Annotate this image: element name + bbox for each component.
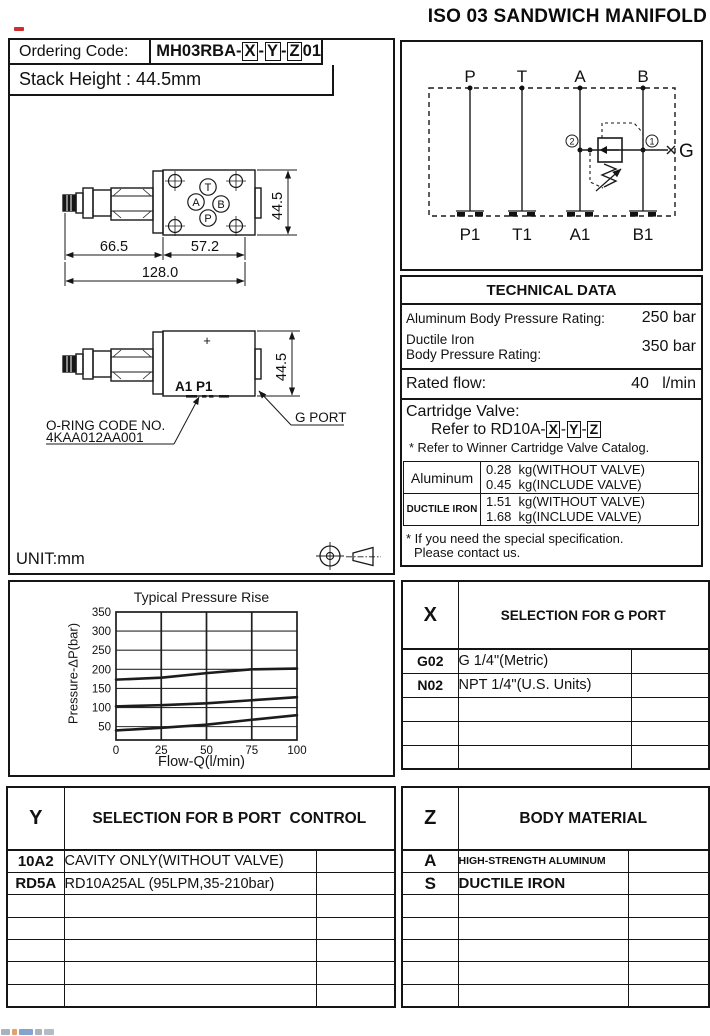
oring-label-line2: 4KAA012AA001 xyxy=(46,430,144,445)
table-row xyxy=(402,940,709,962)
cell-desc xyxy=(458,962,628,984)
cell-desc: RD10A25AL (95LPM,35-210bar) xyxy=(64,872,316,894)
code-sep: - xyxy=(258,42,265,60)
red-logo-mark xyxy=(14,27,24,31)
junction-dots xyxy=(468,86,646,153)
svg-text:A: A xyxy=(192,197,200,209)
chart-y-axis-label: Pressure-ΔP(bar) xyxy=(65,622,81,725)
weight-material: Aluminum xyxy=(404,462,481,494)
port-p: P xyxy=(464,67,476,86)
table-row xyxy=(7,917,395,939)
y-key: Y xyxy=(7,787,64,850)
svg-text:1: 1 xyxy=(649,136,655,147)
x-title: SELECTION FOR G PORT xyxy=(458,581,709,649)
cell-desc: DUCTILE IRON xyxy=(458,872,628,894)
port-t1: T1 xyxy=(512,225,532,244)
table-row xyxy=(7,984,395,1006)
port-b1: B1 xyxy=(632,225,654,244)
cell-code: RD5A xyxy=(7,872,64,894)
g-label: G xyxy=(679,141,694,162)
svg-text:2: 2 xyxy=(569,136,575,147)
z-key: Z xyxy=(402,787,458,850)
table-header-row xyxy=(402,787,709,850)
cell-desc xyxy=(458,984,628,1006)
cell-extra xyxy=(316,850,395,872)
table-row xyxy=(402,721,709,745)
cell-desc xyxy=(64,962,316,984)
port-a: A xyxy=(574,67,586,86)
body-material-table xyxy=(401,786,710,1008)
cell-extra xyxy=(631,649,709,673)
g-port-tap xyxy=(667,146,675,154)
table-row xyxy=(402,649,709,673)
cell-desc xyxy=(64,984,316,1006)
port-p1: P1 xyxy=(459,225,481,244)
table-row xyxy=(7,872,395,894)
table-row xyxy=(402,673,709,697)
x-tick-label: 50 xyxy=(200,745,213,757)
x-tick-label: 0 xyxy=(112,745,120,757)
cell-extra xyxy=(631,673,709,697)
code-sep: - xyxy=(281,42,287,60)
cartridge-z-box: Z xyxy=(587,421,601,438)
svg-text:T: T xyxy=(204,182,212,194)
svg-text:P: P xyxy=(204,213,212,225)
ordering-code-row xyxy=(10,40,323,65)
cell-extra xyxy=(628,940,709,962)
table-row xyxy=(402,697,709,721)
cell-extra xyxy=(316,917,395,939)
cell-code xyxy=(402,940,458,962)
cell-code xyxy=(402,917,458,939)
cell-extra xyxy=(316,895,395,917)
cell-desc: NPT 1/4"(U.S. Units) xyxy=(458,673,631,697)
y-tick-label: 100 xyxy=(91,702,111,715)
y-tick-label: 300 xyxy=(91,626,111,639)
chart-x-axis-label: Flow-Q(l/min) xyxy=(158,754,245,770)
cell-code xyxy=(7,962,64,984)
ductile-rating-label: Ductile Iron Body Pressure Rating: xyxy=(406,332,542,362)
ordering-code-label: Ordering Code: xyxy=(10,40,151,63)
port-t: T xyxy=(516,67,528,86)
table-header-row xyxy=(402,581,709,649)
table-row xyxy=(404,494,699,526)
cell-code xyxy=(402,962,458,984)
weight-values: 1.51 kg(WITHOUT VALVE) 1.68 kg(INCLUDE VALVE) xyxy=(481,494,699,526)
cartridge-x-box: X xyxy=(546,421,560,438)
plus-mark: + xyxy=(203,333,211,348)
dimension-drawing-panel xyxy=(8,38,395,575)
cell-code xyxy=(402,745,458,769)
table-row xyxy=(7,940,395,962)
port-a1: A1 xyxy=(569,225,591,244)
technical-data-panel xyxy=(400,275,703,567)
unit-note: UNIT:mm xyxy=(16,550,85,568)
cell-desc xyxy=(458,917,628,939)
cell-code xyxy=(7,984,64,1006)
table-row xyxy=(402,917,709,939)
cartridge-valve-note: * Refer to Winner Cartridge Valve Catalog. xyxy=(409,440,650,455)
table-row xyxy=(402,745,709,769)
ductile-rating-row xyxy=(406,329,696,365)
x-tick-label: 100 xyxy=(287,745,307,757)
pressure-rise-chart-panel xyxy=(8,580,395,777)
pressure-rise-chart xyxy=(10,582,393,775)
cell-code: A xyxy=(402,850,458,872)
cell-desc: CAVITY ONLY(WITHOUT VALVE) xyxy=(64,850,316,872)
cell-desc xyxy=(64,917,316,939)
svg-text:B: B xyxy=(217,199,225,211)
cell-code xyxy=(7,917,64,939)
divider xyxy=(402,398,701,400)
cell-desc xyxy=(458,745,631,769)
cell-desc xyxy=(458,721,631,745)
cell-desc xyxy=(64,895,316,917)
relief-valve-symbol xyxy=(580,123,668,191)
rated-flow-row xyxy=(406,373,696,395)
aluminum-rating-value: 250 bar xyxy=(641,309,696,326)
x-tick-label: 25 xyxy=(154,745,168,757)
weight-table xyxy=(403,461,699,526)
code-x-box: X xyxy=(242,42,258,61)
cell-desc: G 1/4"(Metric) xyxy=(458,649,631,673)
cell-desc xyxy=(458,940,628,962)
table-row xyxy=(402,962,709,984)
code-suffix: 01 xyxy=(302,42,321,60)
page-title: ISO 03 SANDWICH MANIFOLD xyxy=(427,6,707,27)
g-port-selection-table xyxy=(401,580,710,770)
cell-extra xyxy=(316,872,395,894)
valve-technical-drawings xyxy=(10,40,393,573)
weight-material: DUCTILE IRON xyxy=(404,494,481,526)
footnote-line2: Please contact us. xyxy=(414,545,521,560)
x-key: X xyxy=(402,581,458,649)
code-y-box: Y xyxy=(265,42,281,61)
weight-values: 0.28 kg(WITHOUT VALVE) 0.45 kg(INCLUDE VALVE) xyxy=(481,462,699,494)
cell-code: S xyxy=(402,872,458,894)
table-row xyxy=(7,850,395,872)
dim-height-1: 44.5 xyxy=(270,191,286,221)
rated-flow-value: 40 l/min xyxy=(631,375,696,392)
table-row xyxy=(402,895,709,917)
cell-extra xyxy=(628,984,709,1006)
cell-code: G02 xyxy=(402,649,458,673)
y-title: SELECTION FOR B PORT CONTROL xyxy=(64,787,395,850)
g-port-label: G PORT xyxy=(295,410,347,425)
footnote-line1: * If you need the special specification. xyxy=(406,531,624,546)
table-row xyxy=(404,462,699,494)
aluminum-rating-label: Aluminum Body Pressure Rating: xyxy=(406,310,605,326)
code-z-box: Z xyxy=(287,42,302,61)
x-tick-label: 75 xyxy=(245,745,259,757)
table-row xyxy=(402,984,709,1006)
cell-desc xyxy=(458,895,628,917)
dim-total: 128.0 xyxy=(141,265,179,281)
aluminum-rating-row xyxy=(406,308,696,328)
cell-desc xyxy=(458,697,631,721)
cell-extra xyxy=(631,721,709,745)
divider xyxy=(402,303,701,305)
cartridge-valve-refer: Refer to RD10A- X - Y - Z xyxy=(431,421,601,439)
y-tick-label: 50 xyxy=(98,721,111,734)
cell-extra xyxy=(316,940,395,962)
table-row xyxy=(7,962,395,984)
b-port-control-selection-table xyxy=(6,786,396,1008)
label-a1: A1 xyxy=(175,379,193,394)
ductile-rating-value: 350 bar xyxy=(641,338,696,355)
cell-code: 10A2 xyxy=(7,850,64,872)
cell-extra xyxy=(631,697,709,721)
table-row xyxy=(402,850,709,872)
valve-side-view xyxy=(63,331,261,396)
cell-code: N02 xyxy=(402,673,458,697)
cell-code xyxy=(402,697,458,721)
cell-code xyxy=(7,895,64,917)
y-tick-label: 200 xyxy=(91,664,111,677)
dim-left: 66.5 xyxy=(99,239,129,255)
cut-off-watermark xyxy=(1,1029,54,1035)
dim-height-2: 44.5 xyxy=(274,352,290,382)
dim-right: 57.2 xyxy=(190,239,220,255)
cell-code xyxy=(7,940,64,962)
label-p1: P1 xyxy=(196,379,213,394)
technical-data-header: TECHNICAL DATA xyxy=(486,282,617,299)
cartridge-valve-title: Cartridge Valve: xyxy=(406,403,520,420)
rated-flow-label: Rated flow: xyxy=(406,375,487,392)
oring-label-line1: O-RING CODE NO. xyxy=(46,418,166,433)
y-tick-label: 150 xyxy=(91,683,111,696)
cell-extra xyxy=(628,917,709,939)
cartridge-y-box: Y xyxy=(567,421,581,438)
cell-extra xyxy=(316,984,395,1006)
cell-extra xyxy=(628,850,709,872)
divider xyxy=(402,368,701,370)
cell-desc: HIGH-STRENGTH ALUMINUM xyxy=(458,850,628,872)
valve-top-view xyxy=(63,170,261,235)
stack-height-row: Stack Height : 44.5mm xyxy=(10,65,334,96)
z-title: BODY MATERIAL xyxy=(458,787,709,850)
code-prefix: MH03RBA- xyxy=(156,42,242,60)
cell-extra xyxy=(628,895,709,917)
cell-extra xyxy=(628,962,709,984)
table-row xyxy=(402,872,709,894)
cell-code xyxy=(402,895,458,917)
port-markers xyxy=(188,179,229,226)
cell-extra xyxy=(631,745,709,769)
projection-symbol-icon xyxy=(316,542,381,570)
hydraulic-circuit-panel xyxy=(400,40,703,271)
manifold-boundary xyxy=(429,88,675,216)
cell-code xyxy=(402,721,458,745)
y-tick-label: 350 xyxy=(91,607,111,619)
table-row xyxy=(7,895,395,917)
cell-code xyxy=(402,984,458,1006)
cell-desc xyxy=(64,940,316,962)
y-tick-label: 250 xyxy=(91,645,111,658)
chart-title: Typical Pressure Rise xyxy=(133,589,270,605)
cell-extra xyxy=(316,962,395,984)
port-b: B xyxy=(637,67,649,86)
ordering-code-value xyxy=(151,40,321,63)
table-header-row xyxy=(7,787,395,850)
cell-extra xyxy=(628,872,709,894)
hydraulic-circuit-diagram xyxy=(402,42,701,269)
